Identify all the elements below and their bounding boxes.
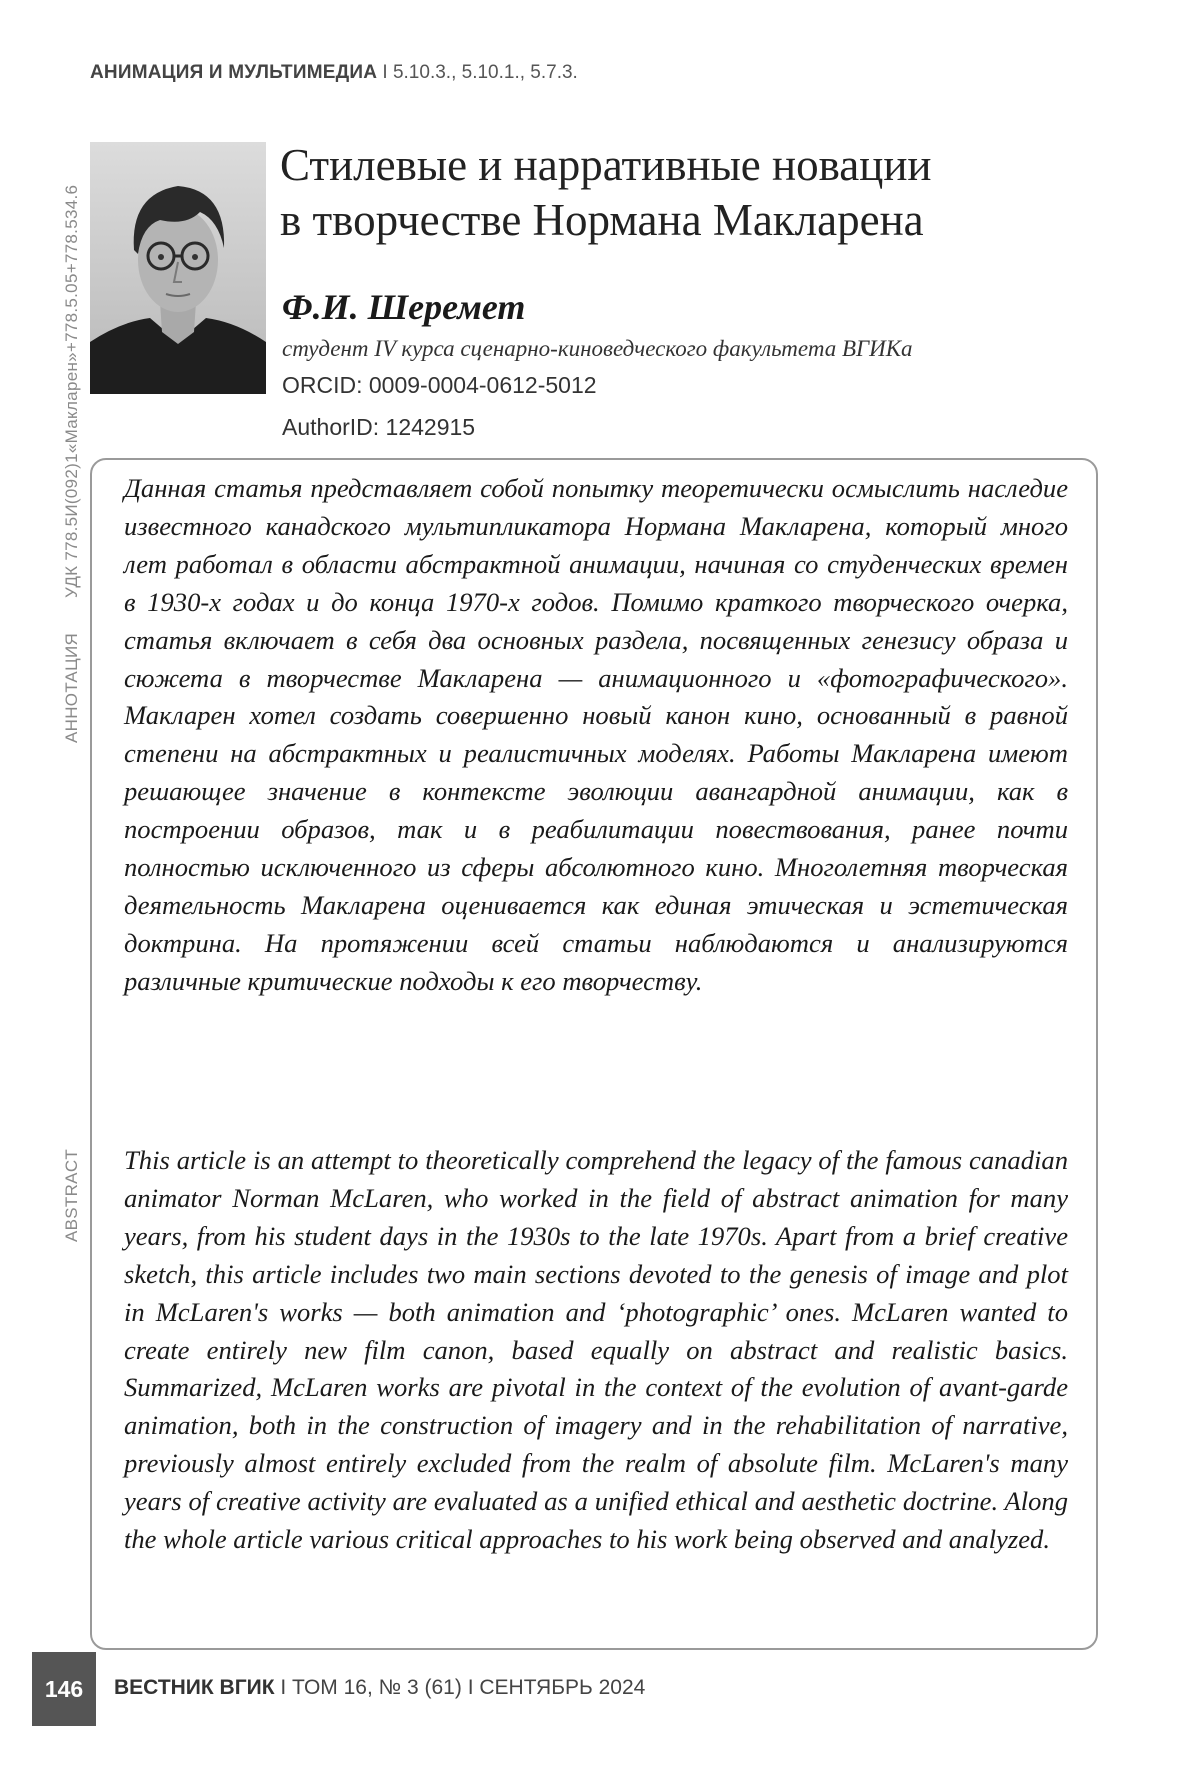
header-codes: I 5.10.3., 5.10.1., 5.7.3.	[382, 62, 578, 83]
annotation-label: АННОТАЦИЯ	[62, 632, 81, 743]
article-title-line-1: Стилевые и нарративные новации	[280, 140, 932, 190]
abstract-label: ABSTRACT	[62, 1148, 81, 1242]
article-title-line-2: в творчестве Нормана Макларена	[280, 195, 924, 245]
author-portrait-icon	[90, 142, 266, 394]
article-title	[280, 138, 1160, 248]
author-name: Ф.И. Шеремет	[282, 287, 526, 327]
abstract-english: This article is an attempt to theoretically comprehend the legacy of the famous canadian animator Norman McLaren, who worked in the field of abstract animation for many years, from his student days in the 1930s to the late 1970s. Apart from a brief creative sketch, this article includes two main sections devoted to the genesis of image and plot in McLaren's works — both animation and ‘photographic’ ones. McLaren wanted to create entirely new film canon, based equally on abstract and realistic basics. Summarized, McLaren works are pivotal in the context of the evolution of avant-garde animation, both in the construction of imagery and in the rehabilitation of narrative, previously almost entirely excluded from the realm of absolute film. McLaren's many years of creative activity are evaluated as a unified ethical and aesthetic doctrine. Along the whole article various critical approaches to his work being observed and analyzed.	[124, 1145, 1068, 1555]
author-role: студент IV курса сценарно-киноведческого факультета ВГИКа	[282, 336, 913, 361]
journal-name: ВЕСТНИК ВГИК	[114, 1676, 275, 1699]
page-number: 146	[32, 1652, 96, 1726]
header-section: АНИМАЦИЯ И МУЛЬТИМЕДИА	[90, 62, 378, 83]
journal-issue: I ТОМ 16, № 3 (61) I СЕНТЯБРЬ 2024	[280, 1676, 646, 1699]
udk-code: УДК 778.5И(092)1«Макларен»+778.5.05+778.534.6	[62, 184, 81, 598]
author-photo	[90, 142, 266, 394]
footer-journal-line	[114, 1676, 645, 1700]
abstract-russian: Данная статья представляет собой попытку теоретически осмыслить наследие известного канадского мультипликатора Нормана Макларена, который много лет работал в области абстрактной анимации, начиная со студенческих времен в 1930-х годах и до конца 1970-х годов. Помимо краткого творческого очерка, статья включает в себя два основных раздела, посвященных генезису образа и сюжета в творчестве Макларена — анимационного и «фотографического». Макларен хотел создать совершенно новый канон кино, основанный в равной степени на абстрактных и реалистичных моделях. Работы Макларена имеют решающее значение в контексте эволюции авангардной анимации, как в построении образов, так и в реабилитации повествования, ранее почти полностью исключенного из сферы абсолютного кино. Многолетняя творческая деятельность Макларена оценивается как единая этическая и эстетическая доктрина. На протяжении всей статьи наблюдаются и анализируются различные критические подходы к его творчеству.	[124, 473, 1068, 996]
running-header	[90, 62, 578, 84]
author-id: AuthorID: 1242915	[282, 414, 476, 440]
author-orcid: ORCID: 0009-0004-0612-5012	[282, 372, 597, 398]
page-footer	[28, 1652, 1128, 1726]
